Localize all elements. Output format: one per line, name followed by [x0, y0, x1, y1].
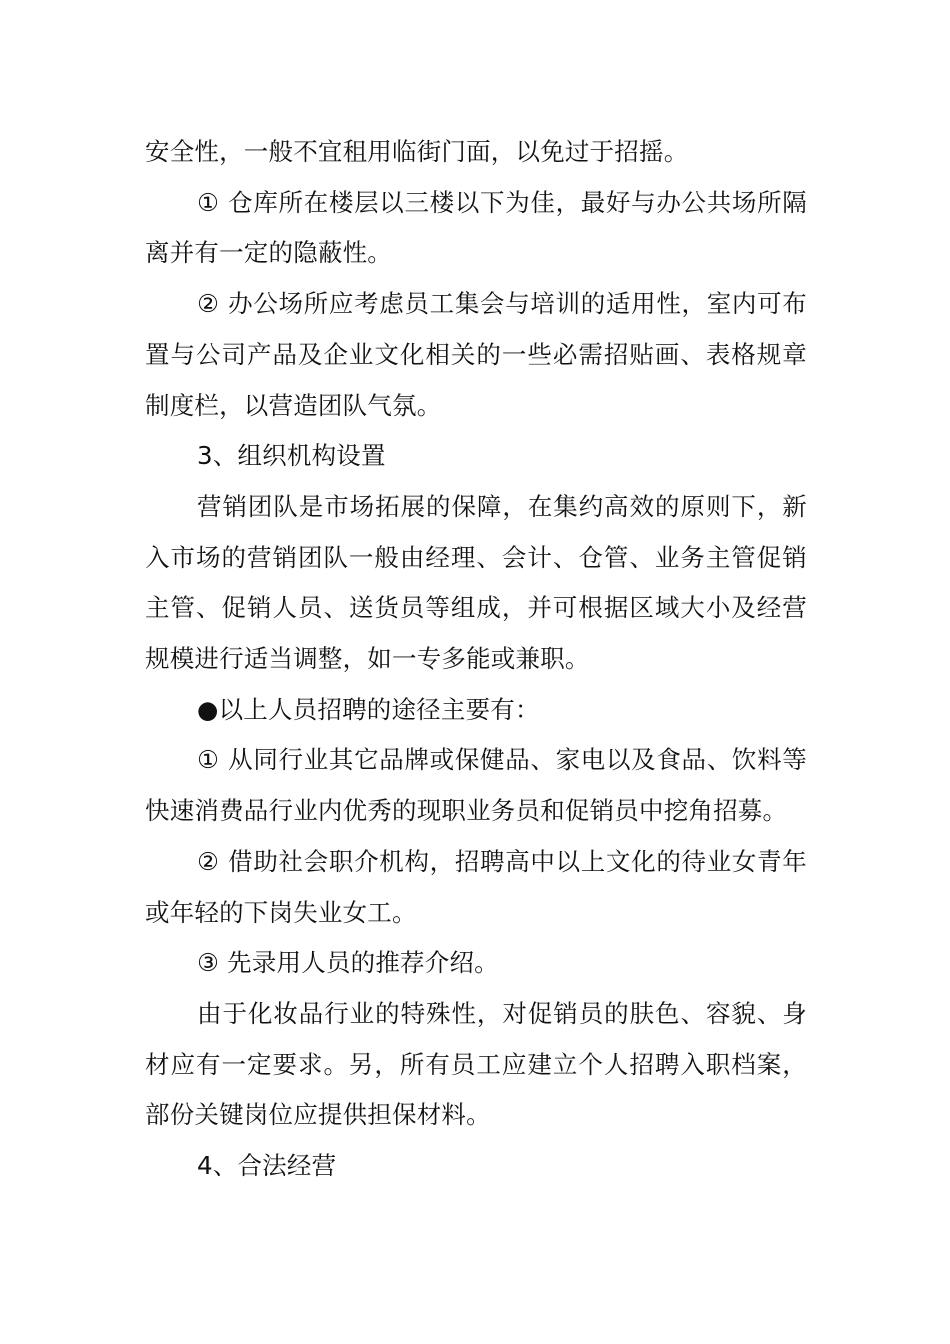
paragraph-recruit-referral: ③ 先录用人员的推荐介绍。	[197, 948, 499, 978]
section-heading-organization: 3、组织机构设置	[197, 441, 386, 471]
section-heading-legal-operation: 4、合法经营	[197, 1151, 337, 1181]
paragraph-office-space: ② 办公场所应考虑员工集会与培训的适用性，室内可布置与公司产品及企业文化相关的一些必需招贴画、表格规章制度栏，以营造团队气氛。	[145, 289, 807, 420]
paragraph-cosmetics-requirements: 由于化妆品行业的特殊性，对促销员的肤色、容貌、身材应有一定要求。另，所有员工应建立个人招聘入职档案，部份关键岗位应提供担保材料。	[145, 998, 807, 1130]
paragraph-recruit-industry: ① 从同行业其它品牌或保健品、家电以及食品、饮料等快速消费品行业内优秀的现职业务员和促销员中挖角招募。	[145, 745, 807, 826]
document-body	[145, 127, 807, 1192]
paragraph-sales-team: 营销团队是市场拓展的保障，在集约高效的原则下，新入市场的营销团队一般由经理、会计、仓管、业务主管促销主管、促销人员、送货员等组成，并可根据区域大小及经营规模进行适当调整，如一专多能或兼职。	[145, 491, 807, 674]
paragraph-warehouse-floor: ① 仓库所在楼层以三楼以下为佳，最好与办公共场所隔离并有一定的隐蔽性。	[145, 187, 807, 268]
paragraph-recruitment-bullet: ●以上人员招聘的途径主要有：	[197, 694, 540, 724]
paragraph-recruit-agency: ② 借助社会职介机构，招聘高中以上文化的待业女青年或年轻的下岗失业女工。	[145, 846, 807, 927]
paragraph-continuation: 安全性，一般不宜租用临街门面，以免过于招摇。	[145, 137, 689, 166]
